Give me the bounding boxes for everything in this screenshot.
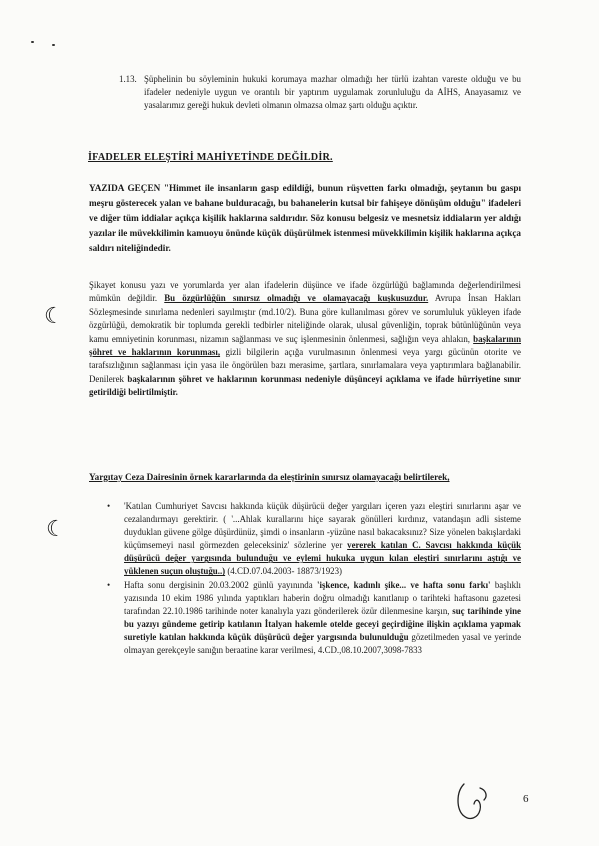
freedom-of-expression-paragraph xyxy=(89,279,521,400)
para2-text-3: gizli bilgilerin açığa vurulmasının önlenmesi veya yargı gücünün otorite ve tarafsızlığının sağlanması için yasa ile öngörülen bazı merasime, şartlara, sınırlamalara veya yaptırımlara bağlanabilir. Denilerek xyxy=(89,347,521,384)
para2-text-2: Avrupa İnsan Hakları Sözleşmesinde sınırlama nedenleri sayılmıştır (md.10/2). Buna göre kullanılması görev ve sorumluluk yükleyen ifade özgürlüğü, demokratik bir toplumda gerekli tedbirler niteliğinde olarak, ulusal güvenliğin, toprak bütünlüğünün veya kamu emniyetinin korunması, nizamın sağlanması ve suç işlenmesinin önlenmesi, sağlığın veya ahlakın, xyxy=(89,293,522,344)
bullet1-citation: (4.CD.07.04.2003- 18873/1923) xyxy=(227,566,342,577)
list-item xyxy=(107,579,521,658)
scan-speck xyxy=(52,44,55,46)
para2-text-1: Şikayet konusu yazı ve yorumlarda yer alan ifadelerin düşünce ve ifade özgürlüğü bağlamında değerlendirilmesi mümkün değildir. xyxy=(89,280,521,304)
bullet2-text-3: gözetilmeden yasal ve yerinde olmayan gerekçeyle sanığın beraatine karar verilmesi, 4.CD.,08.10.2007,3098-7833 xyxy=(124,631,522,656)
item-number: 1.13. xyxy=(119,74,137,84)
para2-emphasis-3: başkalarının şöhret ve haklarının korunması nedeniyle düşünceyi açıklama ve ifade hürriyetine sınır getirildiği belirtilmiştir. xyxy=(89,373,522,398)
quote-paragraph xyxy=(89,181,521,256)
scan-speck xyxy=(31,41,34,43)
para2-emphasis-2: başkalarının şöhret ve haklarının korunması, xyxy=(89,333,522,358)
bullet-icon: • xyxy=(107,579,111,590)
bullet2-title: 'işkence, kadınlı şike... ve hafta sonu farkı' xyxy=(317,579,491,590)
case-list xyxy=(107,500,521,657)
signature-mark xyxy=(452,778,494,824)
crescent-mark-icon: ☾ xyxy=(44,303,64,328)
page-number: 6 xyxy=(523,793,529,805)
crescent-mark-icon: ☾ xyxy=(46,516,66,541)
bullet1-emphasis: vererek katılan C. Savcısı hakkında küçük düşürücü değer yargısında bulunduğu ve eylemi hukuka uygun kılan eleştiri sınırlarını aştığı ve yüklenen suçun oluştuğu..) xyxy=(124,540,522,577)
bullet1-text-1: 'Katılan Cumhuriyet Savcısı hakkında küçük düşürücü değer yargıları içeren yazı eleştiri sınırlarını aşar ve cezalandırmayı gerektirir. ( '...Ahlak kurallarını hiçe sayarak gönülleri kırdınız, vatandaşın adli sisteme duyduklan güvene gölge düşürdünüz, şimdi o insanların -yüzüne nasıl bakacaksınız? Size yönelen bakışlardaki küçümsemeyi nasıl görmezden geleceksiniz' sözlerine yer xyxy=(124,501,521,551)
bullet2-text-1: Hafta sonu dergisinin 20.03.2002 günlü yayınında xyxy=(124,579,313,590)
list-item xyxy=(107,500,521,579)
para2-emphasis-1: Bu özgürlüğün sınırsız olmadığı ve olamayacağı kuşkusuzdur. xyxy=(164,293,429,304)
numbered-item-1-13 xyxy=(119,73,521,113)
item-text: Şüphelinin bu söyleminin hukuki korumaya mazhar olmadığı her türlü izahtan vareste olduğu ve bu ifadeler nedeniyle uygun ve orantılı bir yaptırım uygulamak zorunluluğu da AİHS, Anayasamız ve yasalarımız gereği hukuk devleti olmanın olmazsa olmaz şartı olduğu açıktır. xyxy=(144,74,521,111)
bullet2-text-2: başlıklı yazısında 10 ekim 1986 yılında yaptıkları haberin doğru olmadığı kanıtlanıp o tarihteki haftasonu gazetesi tarafından 22.10.1986 tarihinde noter kanalıyla yazı gönderilerek özür dilenmesine karşın, xyxy=(124,579,521,616)
yargitay-heading: Yargıtay Ceza Dairesinin örnek kararlarında da eleştirinin sınırsız olamayacağı belirtilerek, xyxy=(89,472,450,482)
quote-text: YAZIDA GEÇEN "Himmet ile insanların gasp edildiği, bunun rüşvetten farkı olmadığı, şeytanın bu gaspı meşru gösterecek yalan ve bahane bulduracağı, bu bahanelerin kutsal bir fahişeye dönüşüm olduğu" ifadeleri ve diğer tüm iddialar açıkça kişilik haklarına saldırıdır. Söz konusu belgesiz ve mesnetsiz iddiaların yer aldığı yazılar ile müvekkilimin kamuoyu önünde küçük düşürülmek istenmesi müvekkilimin kişilik haklarına açıkça saldırı niteliğindedir. xyxy=(89,183,521,253)
bullet2-emphasis: suç tarihinde yine bu yazıyı gündeme getirip katılanın İtalyan hakemle otelde geceyi geçirdiğine ilişkin açıklama yapmak suretiyle katılan hakkında küçük düşürücü değer yargısında bulunulduğu xyxy=(124,605,521,642)
bullet-icon: • xyxy=(107,501,111,511)
section-heading: İFADELER ELEŞTİRİ MAHİYETİNDE DEĞİLDİR. xyxy=(88,152,333,163)
